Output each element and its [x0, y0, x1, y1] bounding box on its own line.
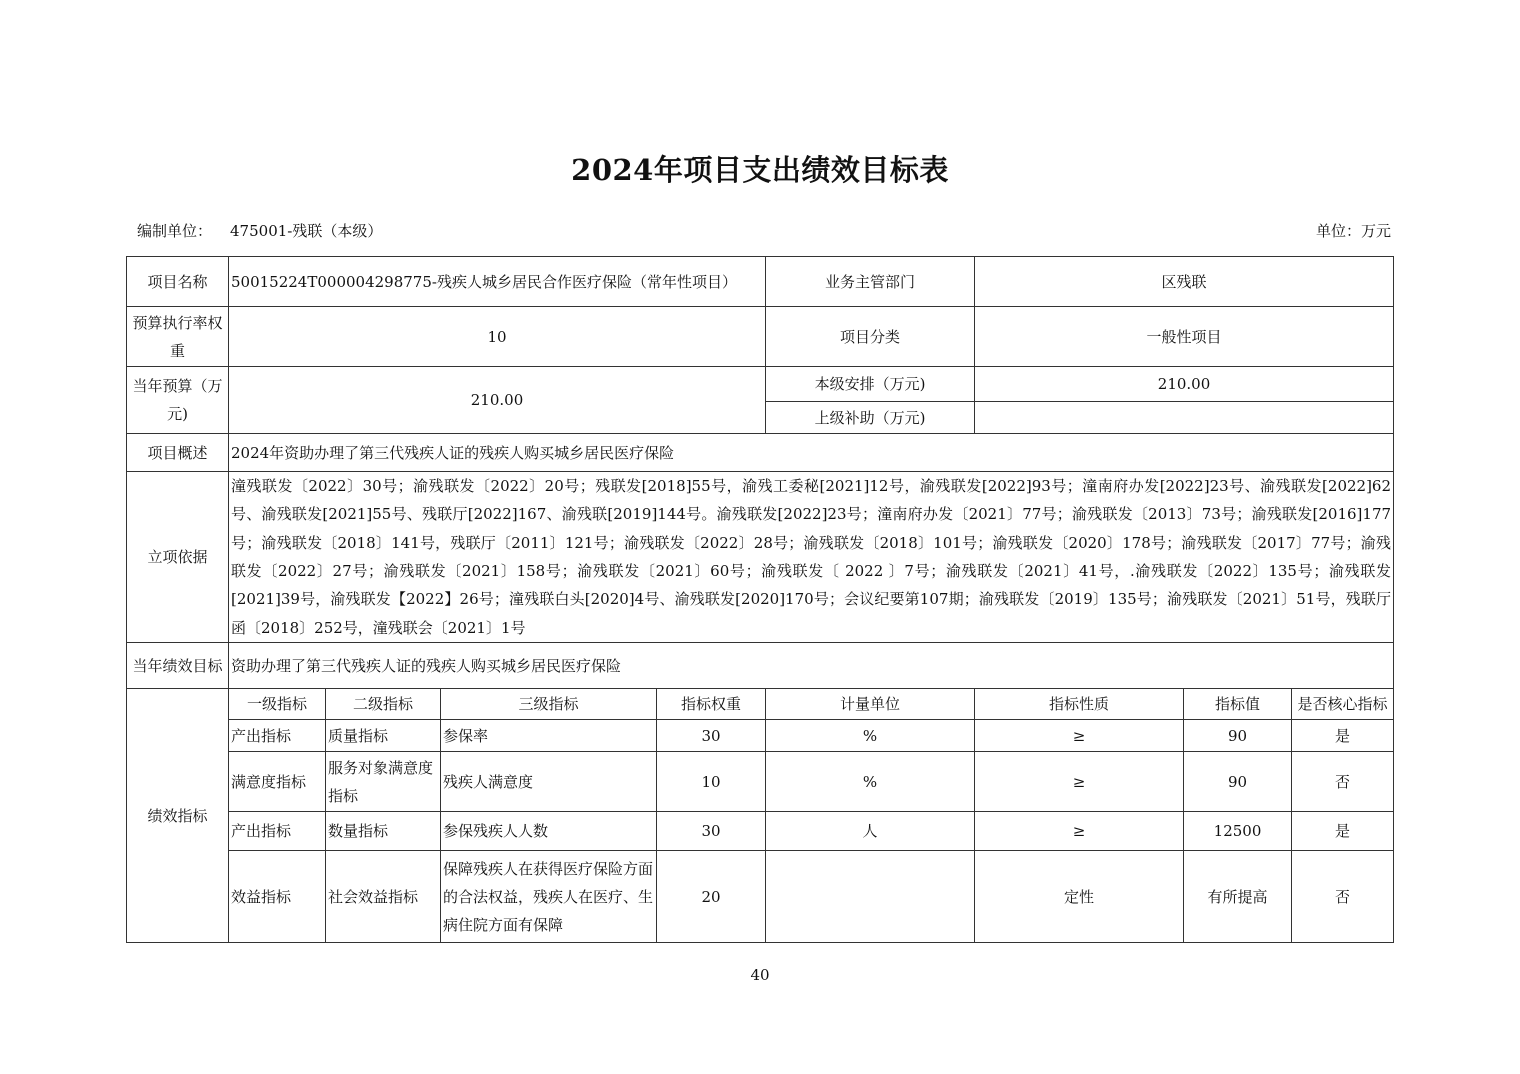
header-level3: 三级指标 [441, 689, 657, 720]
category-value: 一般性项目 [975, 307, 1394, 367]
indicator-weight: 20 [657, 851, 766, 943]
indicator-level3: 参保率 [441, 720, 657, 752]
indicator-unit: 人 [766, 812, 975, 851]
indicator-row [127, 720, 1394, 752]
indicator-weight: 30 [657, 720, 766, 752]
header-unit: 计量单位 [766, 689, 975, 720]
indicator-weight: 10 [657, 752, 766, 812]
row-project-name [127, 257, 1394, 307]
indicator-value: 90 [1184, 720, 1292, 752]
goal-label: 当年绩效目标 [127, 643, 229, 689]
indicator-core: 是 [1292, 720, 1394, 752]
header-level2: 二级指标 [326, 689, 441, 720]
indicator-value: 有所提高 [1184, 851, 1292, 943]
page-number: 40 [750, 966, 770, 984]
row-overview [127, 434, 1394, 472]
indicator-level2: 社会效益指标 [326, 851, 441, 943]
currency-unit: 单位：万元 [1315, 222, 1391, 240]
local-funding-value: 210.00 [975, 367, 1394, 402]
dept-label: 业务主管部门 [766, 257, 975, 307]
overview-value: 2024年资助办理了第三代残疾人证的残疾人购买城乡居民医疗保险 [229, 434, 1394, 472]
indicator-level1: 产出指标 [229, 812, 326, 851]
weight-value: 10 [229, 307, 766, 367]
header-weight: 指标权重 [657, 689, 766, 720]
basis-value: 潼残联发〔2022〕30号；渝残联发〔2022〕20号；残联发[2018]55号，渝残工委秘[2021]12号，渝残联发[2022]93号；潼南府办发[2022]23号、渝残联发[2022]62号、渝残联发[2021]55号、残联厅[2022]167、渝残联[2019]144号。渝残联发[2022]23号；潼南府办发〔2021〕77号；渝残联发〔2013〕73号；渝残联发[2016]177号；渝残联发〔2018〕141号，残联厅〔2011〕121号；渝残联发〔2022〕28号；渝残联发〔2018〕101号；渝残联发〔2020〕178号；渝残联发〔2017〕77号；渝残联发〔2022〕27号；渝残联发〔2021〕158号；渝残联发〔2021〕60号；渝残联发〔 2022 〕7号；渝残联发〔2021〕41号，.渝残联发〔2022〕135号；渝残联发[2021]39号，渝残联发【2022】26号；潼残联白头[2020]4号、渝残联发[2020]170号；会议纪要第107期；渝残联发〔2019〕135号；渝残联发〔2021〕51号，残联厅函〔2018〕252号，潼残联会〔2021〕1号 [229, 472, 1394, 643]
header-core: 是否核心指标 [1292, 689, 1394, 720]
indicator-level2: 服务对象满意度指标 [326, 752, 441, 812]
indicator-level2: 数量指标 [326, 812, 441, 851]
indicator-level3: 残疾人满意度 [441, 752, 657, 812]
row-budget [127, 367, 1394, 402]
indicators-section-label: 绩效指标 [127, 689, 229, 943]
weight-label: 预算执行率权重 [127, 307, 229, 367]
indicator-row [127, 851, 1394, 943]
indicator-nature: ≥ [975, 812, 1184, 851]
indicator-level1: 产出指标 [229, 720, 326, 752]
indicator-nature: ≥ [975, 720, 1184, 752]
header-value: 指标值 [1184, 689, 1292, 720]
compiling-unit-label: 编制单位： [137, 222, 213, 240]
indicator-nature: 定性 [975, 851, 1184, 943]
category-label: 项目分类 [766, 307, 975, 367]
project-name-value: 50015224T000004298775-残疾人城乡居民合作医疗保险（常年性项目） [229, 257, 766, 307]
indicator-unit [766, 851, 975, 943]
project-name-label: 项目名称 [127, 257, 229, 307]
compiling-unit-value: 475001-残联（本级） [230, 222, 383, 240]
indicator-level1: 满意度指标 [229, 752, 326, 812]
indicator-level3: 参保残疾人人数 [441, 812, 657, 851]
indicator-weight: 30 [657, 812, 766, 851]
indicator-level2: 质量指标 [326, 720, 441, 752]
indicator-level1: 效益指标 [229, 851, 326, 943]
row-basis [127, 472, 1394, 643]
indicator-unit: % [766, 720, 975, 752]
upper-funding-value [975, 402, 1394, 434]
budget-value: 210.00 [229, 367, 766, 434]
header-level1: 一级指标 [229, 689, 326, 720]
indicator-core: 否 [1292, 752, 1394, 812]
indicator-core: 是 [1292, 812, 1394, 851]
upper-funding-label: 上级补助（万元) [766, 402, 975, 434]
goal-value: 资助办理了第三代残疾人证的残疾人购买城乡居民医疗保险 [229, 643, 1394, 689]
header-nature: 指标性质 [975, 689, 1184, 720]
indicator-level3: 保障残疾人在获得医疗保险方面的合法权益，残疾人在医疗、生病住院方面有保障 [441, 851, 657, 943]
compiling-unit [137, 220, 382, 241]
indicator-value: 90 [1184, 752, 1292, 812]
indicator-header-row [127, 689, 1394, 720]
indicator-unit: % [766, 752, 975, 812]
indicator-nature: ≥ [975, 752, 1184, 812]
row-goal [127, 643, 1394, 689]
indicator-value: 12500 [1184, 812, 1292, 851]
basis-label: 立项依据 [127, 472, 229, 643]
indicator-row [127, 812, 1394, 851]
local-funding-label: 本级安排（万元) [766, 367, 975, 402]
performance-target-table [126, 256, 1394, 943]
row-weight [127, 307, 1394, 367]
indicator-core: 否 [1292, 851, 1394, 943]
dept-value: 区残联 [975, 257, 1394, 307]
overview-label: 项目概述 [127, 434, 229, 472]
page-title: 2024年项目支出绩效目标表 [571, 153, 949, 187]
budget-label: 当年预算（万元) [127, 367, 229, 434]
indicator-row [127, 752, 1394, 812]
